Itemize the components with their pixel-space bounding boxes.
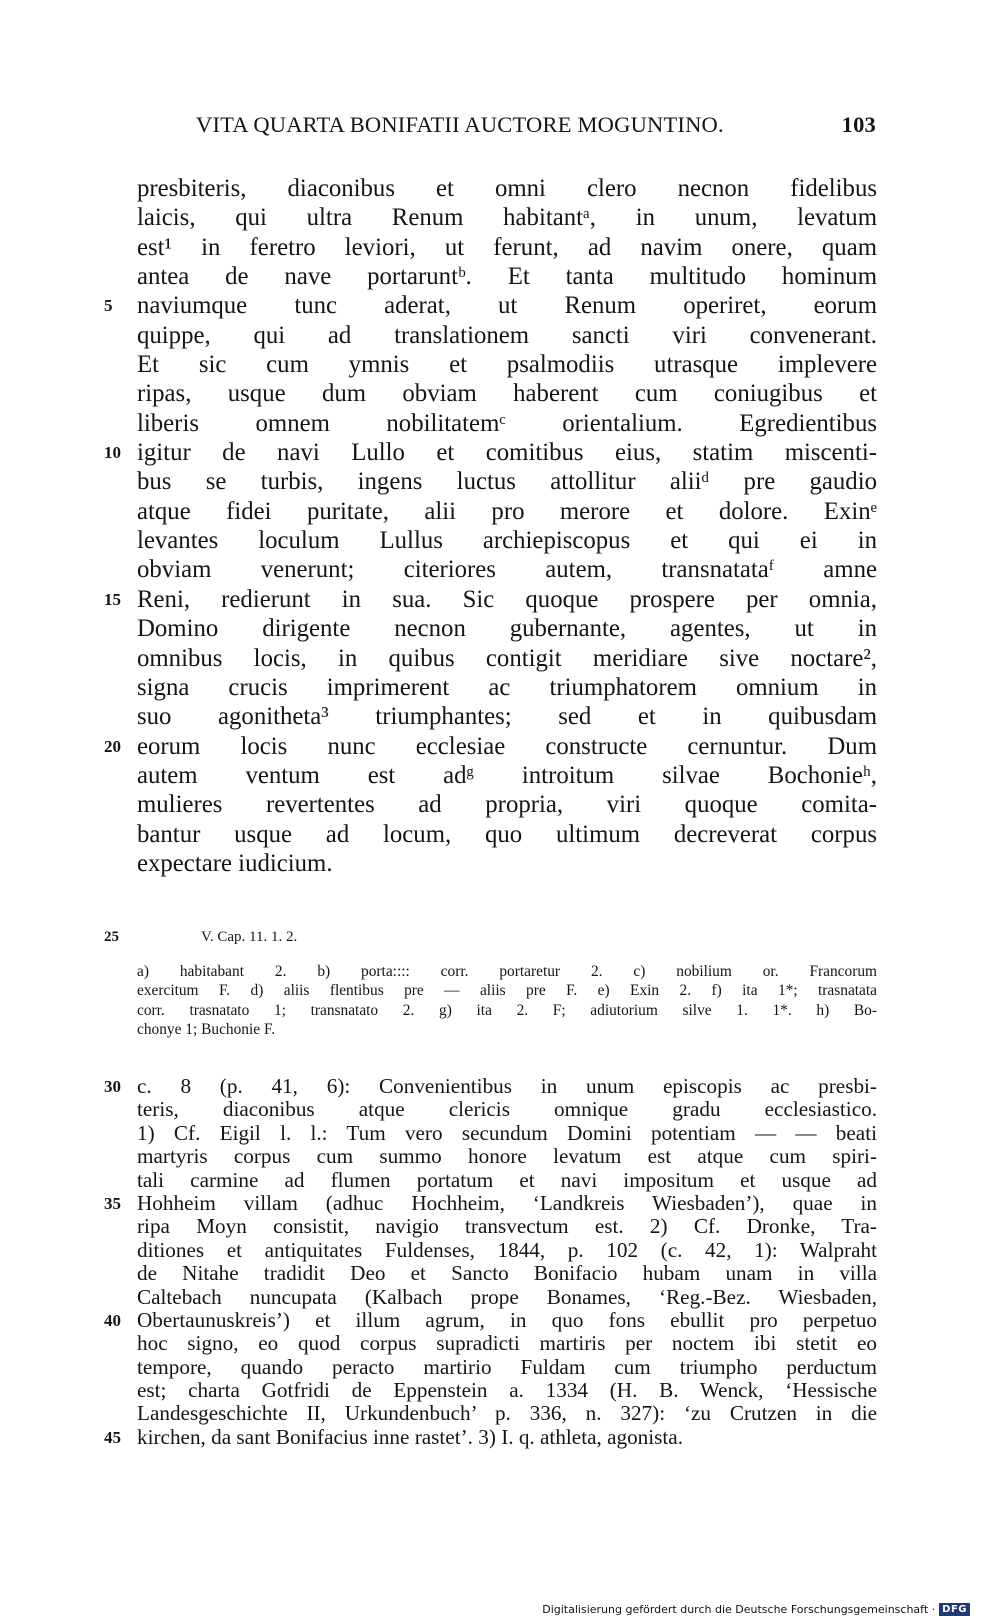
main-text-line [104, 585, 877, 614]
main-text-text: quippe, qui ad translationem sancti viri convenerant. [137, 321, 877, 349]
main-text-text: bus se turbis, ingens luctus attollitur aliiᵈ pre gaudio [137, 468, 877, 496]
line-number: 5 [104, 296, 113, 316]
main-text-line [137, 790, 877, 819]
commentary-line [137, 1145, 877, 1168]
commentary-line [104, 1307, 877, 1332]
main-text-text: obviam venerunt; citeriores autem, transnatataᶠ amne [137, 556, 877, 584]
main-text-line [137, 174, 877, 203]
line-number: 35 [104, 1193, 121, 1213]
commentary-line [137, 1122, 877, 1145]
page-number: 103 [841, 112, 876, 137]
commentary-line [104, 1424, 877, 1449]
line-number: 10 [104, 443, 121, 463]
dfg-logo: DFG [939, 1603, 970, 1616]
main-text-text: autem ventum est adᵍ introitum silvae Bochonieʰ, [137, 761, 877, 789]
commentary-text: Caltebach nuncupata (Kalbach prope Bonames, ‘Reg.-Bez. Wiesbaden, [137, 1284, 877, 1309]
main-text-text: levantes loculum Lullus archiepiscopus et qui ei in [137, 527, 877, 555]
main-text-text: laicis, qui ultra Renum habitantᵃ, in unum, levatum [137, 204, 877, 232]
main-text-line [104, 291, 877, 320]
main-text-text: est¹ in feretro leviori, ut ferunt, ad navim onere, quam [137, 233, 877, 261]
commentary-line [137, 1332, 877, 1355]
critical-apparatus [137, 962, 877, 1040]
commentary-text: kirchen, da sant Bonifacius inne rastet’. 3) I. q. athleta, agonista. [137, 1424, 683, 1449]
main-text-text: eorum locis nunc ecclesiae constructe cernuntur. Dum [137, 732, 877, 760]
source-reference-line [104, 927, 877, 947]
main-text-line [137, 233, 877, 262]
commentary-text: teris, diaconibus atque clericis omnique gradu ecclesiastico. [137, 1097, 877, 1122]
main-text-line [137, 262, 877, 291]
main-text-line [137, 820, 877, 849]
main-text-text: signa crucis imprimerent ac triumphatorem omnium in [137, 673, 877, 701]
main-text-text: antea de nave portaruntᵇ. Et tanta multitudo hominum [137, 263, 877, 291]
commentary-line [137, 1286, 877, 1309]
main-text-line [137, 614, 877, 643]
commentary-line [104, 1074, 877, 1098]
apparatus-line: a) habitabant 2. b) porta:::: corr. portaretur 2. c) nobilium or. Francorum [137, 963, 877, 980]
main-text-text: ripas, usque dum obviam haberent cum coniugibus et [137, 380, 877, 408]
commentary-text: est; charta Gotfridi de Eppenstein a. 1334 (H. B. Wenck, ‘Hessische [137, 1378, 877, 1403]
main-text-text: igitur de navi Lullo et comitibus eius, statim miscenti- [137, 439, 877, 467]
main-text-text: bantur usque ad locum, quo ultimum decreverat corpus [137, 820, 877, 848]
main-text-line [137, 555, 877, 584]
main-text-line [137, 849, 877, 878]
main-text-text: omnibus locis, in quibus contigit meridiare sive noctare², [137, 644, 877, 672]
main-text-text: naviumque tunc aderat, ut Renum operiret, eorum [137, 292, 877, 320]
main-text-line [104, 438, 877, 467]
commentary-line [137, 1262, 877, 1285]
commentary-line [137, 1402, 877, 1425]
running-head [196, 112, 876, 138]
commentary-text: Hohheim villam (adhuc Hochheim, ‘Landkreis Wiesbaden’), quae in [137, 1190, 877, 1215]
commentary-notes [104, 1074, 877, 1449]
main-text-line [137, 526, 877, 555]
footer-credit-text: Digitalisierung gefördert durch die Deutsche Forschungsgemeinschaft · [542, 1603, 936, 1616]
commentary-text: tali carmine ad flumen portatum et navi impositum et usque ad [137, 1167, 877, 1192]
commentary-text: martyris corpus cum summo honore levatum est atque cum spiri- [137, 1144, 877, 1169]
footer-credit [542, 1603, 970, 1616]
main-text-text: liberis omnem nobilitatemᶜ orientalium. Egredientibus [137, 409, 877, 437]
commentary-line [137, 1379, 877, 1402]
line-number: 40 [104, 1310, 121, 1330]
main-text-text: Domino dirigente necnon gubernante, agentes, ut in [137, 615, 877, 643]
main-text-text: mulieres revertentes ad propria, viri quoque comita- [137, 791, 877, 819]
main-text-line [137, 467, 877, 496]
main-text-text: Et sic cum ymnis et psalmodiis utrasque implevere [137, 351, 877, 379]
commentary-line [137, 1098, 877, 1121]
commentary-text: Landesgeschichte II, Urkundenbuch’ p. 336, n. 327): ‘zu Crutzen in die [137, 1401, 877, 1426]
source-reference-text: V. Cap. 11. 1. 2. [201, 929, 298, 945]
commentary-line [137, 1239, 877, 1262]
commentary-text: tempore, quando peracto martirio Fuldam cum triumpho perductum [137, 1354, 877, 1379]
main-text-line [137, 673, 877, 702]
commentary-text: Obertaunuskreis’) et illum agrum, in quo fons ebullit pro perpetuo [137, 1307, 877, 1332]
apparatus-line: chonye 1; Buchonie F. [137, 1021, 276, 1039]
main-text-text: expectare iudicium. [137, 849, 333, 877]
apparatus-line: exercitum F. d) aliis flentibus pre — aliis pre F. e) Exin 2. f) ita 1*; trasnatata [137, 982, 877, 1000]
commentary-text: ditiones et antiquitates Fuldenses, 1844, p. 102 (c. 42, 1): Walpraht [137, 1237, 877, 1262]
apparatus-line: corr. trasnatato 1; transnatato 2. g) ita 2. F; adiutorium silve 1. 1*. h) Bo- [137, 1001, 877, 1019]
main-text-text: suo agonitheta³ triumphantes; sed et in quibusdam [137, 703, 877, 731]
main-text-line [104, 732, 877, 761]
line-number: 20 [104, 736, 121, 756]
main-text-line [137, 702, 877, 731]
line-number: 25 [104, 929, 119, 945]
running-head-title: VITA QUARTA BONIFATII AUCTORE MOGUNTINO. [196, 112, 724, 137]
commentary-line [137, 1356, 877, 1379]
line-number: 15 [104, 589, 121, 609]
line-number: 30 [104, 1077, 121, 1096]
main-text-line [137, 203, 877, 232]
line-number: 45 [104, 1427, 121, 1447]
main-text-line [137, 321, 877, 350]
commentary-text: c. 8 (p. 41, 6): Convenientibus in unum episcopis ac presbi- [137, 1074, 877, 1098]
commentary-text: hoc signo, eo quod corpus supradicti martiris per noctem ibi stetit eo [137, 1331, 877, 1356]
main-text-line [137, 379, 877, 408]
main-text-line [137, 497, 877, 526]
commentary-text: ripa Moyn consistit, navigio transvectum est. 2) Cf. Dronke, Tra- [137, 1214, 877, 1239]
main-text-line [137, 409, 877, 438]
commentary-line [137, 1169, 877, 1192]
main-text-text: presbiteris, diaconibus et omni clero necnon fidelibus [137, 175, 877, 202]
commentary-line [137, 1215, 877, 1238]
main-text-text: atque fidei puritate, alii pro merore et dolore. Exinᵉ [137, 497, 877, 525]
main-text-line [137, 350, 877, 379]
commentary-text: 1) Cf. Eigil l. l.: Tum vero secundum Domini potentiam — — beati [137, 1120, 877, 1145]
commentary-text: de Nitahe tradidit Deo et Sancto Bonifacio hubam unam in villa [137, 1261, 877, 1286]
main-text [104, 174, 877, 878]
commentary-line [104, 1190, 877, 1215]
source-reference [104, 927, 877, 947]
main-text-text: Reni, redierunt in sua. Sic quoque prospere per omnia, [137, 585, 877, 613]
main-text-line [137, 644, 877, 673]
main-text-line [137, 761, 877, 790]
